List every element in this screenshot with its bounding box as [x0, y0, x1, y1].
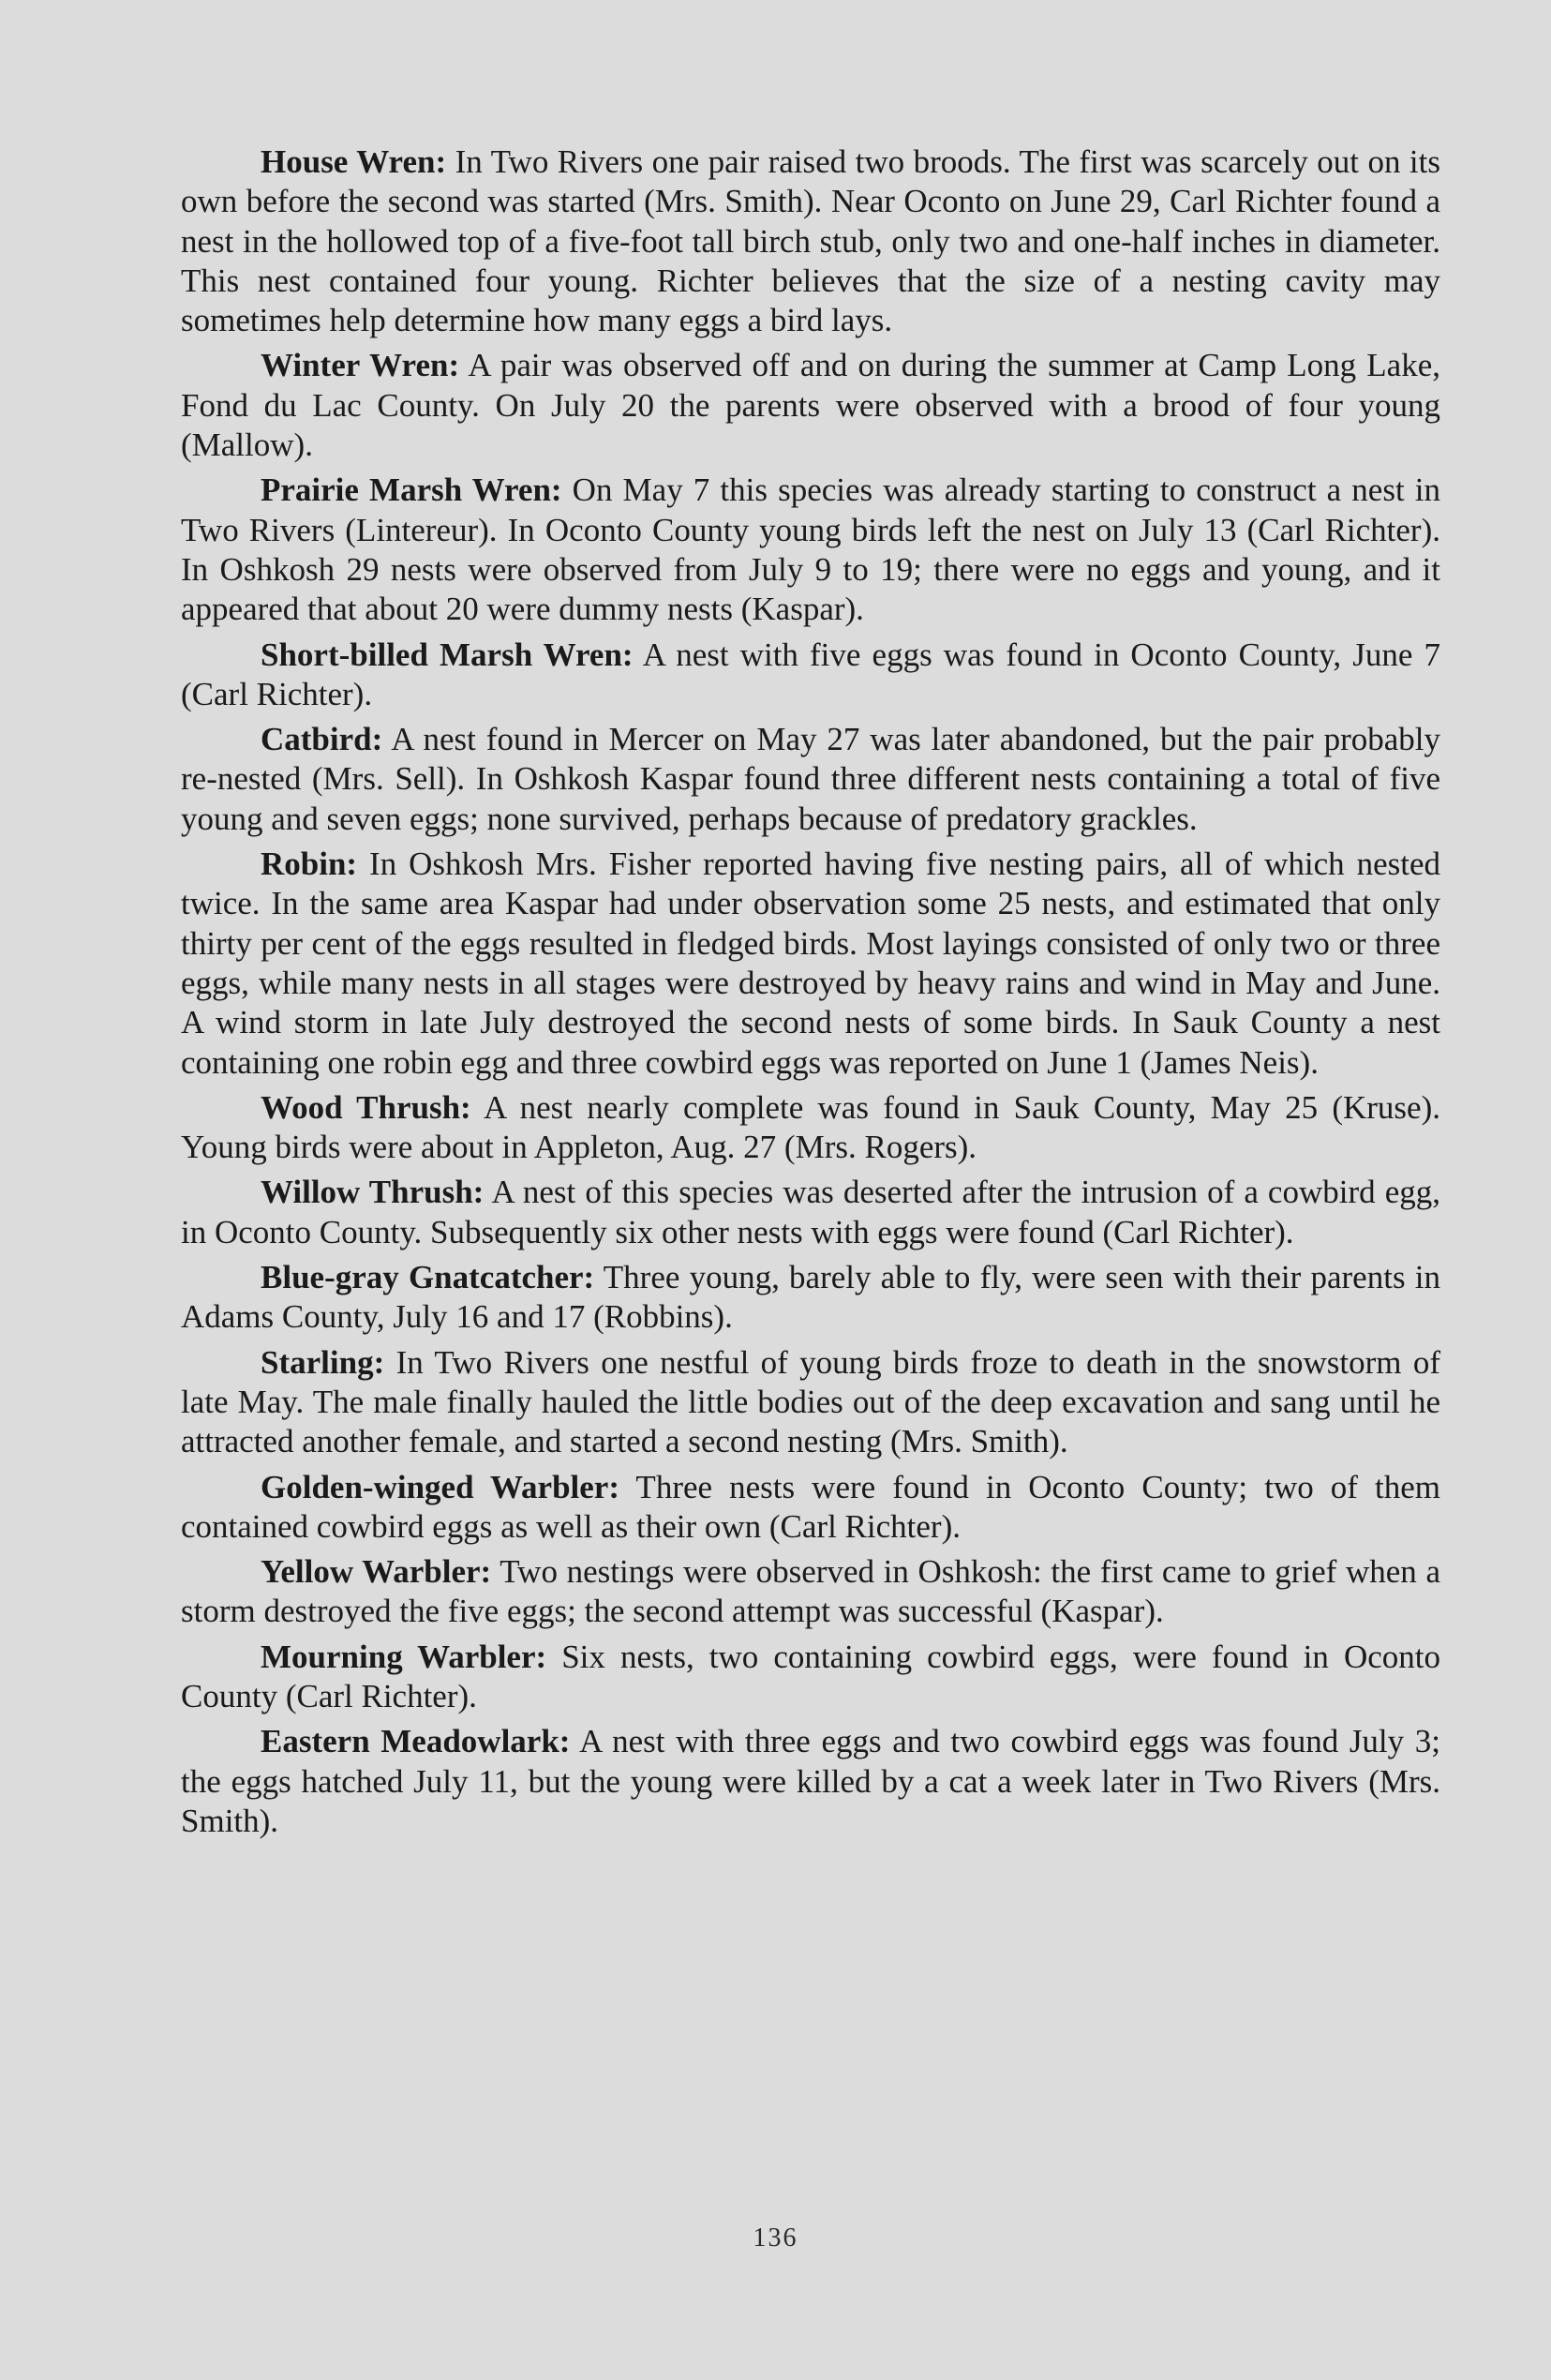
- species-name: House Wren:: [261, 143, 447, 180]
- entry-text: Two nestings were observed in Oshkosh: the first came to grief when a storm destroyed the five eggs; the second attempt was successful (Kaspar).: [181, 1553, 1440, 1630]
- entry-mourning-warbler: [181, 1638, 1440, 1717]
- entry-text: In Two Rivers one pair raised two broods. The first was scarcely out on its own before the second was started (Mrs. Smith). Near Oconto on June 29, Carl Richter found a nest in the hollowed top of a five-foot tall birch stub, only two and one-half inches in diameter. This nest contained four young. Richter believes that the size of a nesting cavity may sometimes help determine how many eggs a bird lays.: [181, 143, 1440, 339]
- body-text: [181, 142, 1440, 1847]
- entry-text: A nest with five eggs was found in Oconto County, June 7 (Carl Richter).: [181, 636, 1440, 712]
- species-name: Willow Thrush:: [261, 1174, 485, 1211]
- entry-text: A pair was observed off and on during the summer at Camp Long Lake, Fond du Lac County. On July 20 the parents were observed with a brood of four young (Mallow).: [181, 347, 1440, 464]
- species-name: Starling:: [261, 1343, 385, 1381]
- entry-starling: [181, 1343, 1440, 1462]
- entry-wood-thrush: [181, 1088, 1440, 1168]
- species-name: Catbird:: [261, 721, 383, 758]
- entry-text: In Two Rivers one nestful of young birds froze to death in the snowstorm of late May. The male finally hauled the little bodies out of the deep excavation and sang until he attracted another female, and started a second nesting (Mrs. Smith).: [181, 1343, 1440, 1460]
- species-name: Winter Wren:: [261, 347, 460, 384]
- entry-text: Six nests, two containing cowbird eggs, were found in Oconto County (Carl Richter).: [181, 1638, 1440, 1714]
- entry-eastern-meadowlark: [181, 1722, 1440, 1841]
- entry-house-wren: [181, 142, 1440, 340]
- page-number: 136: [753, 2223, 798, 2253]
- entry-golden-winged-warbler: [181, 1468, 1440, 1548]
- entry-catbird: [181, 720, 1440, 839]
- entry-willow-thrush: [181, 1173, 1440, 1252]
- entry-text: Three young, barely able to fly, were seen with their parents in Adams County, July 16 and 17 (Robbins).: [181, 1259, 1440, 1336]
- species-name: Mourning Warbler:: [261, 1638, 547, 1675]
- entry-text: A nest of this species was deserted after the intrusion of a cowbird egg, in Oconto County. Subsequently six other nests with eggs were found (Carl Richter).: [181, 1174, 1440, 1250]
- entry-text: A nest nearly complete was found in Sauk County, May 25 (Kruse). Young birds were about in Appleton, Aug. 27 (Mrs. Rogers).: [181, 1088, 1440, 1166]
- entry-text: In Oshkosh Mrs. Fisher reported having five nesting pairs, all of which nested twice. In the same area Kaspar had under observation some 25 nests, and estimated that only thirty per cent of the eggs resulted in fledged birds. Most layings consisted of only two or three eggs, while many nests in all stages were destroyed by heavy rains and wind in May and June. A wind storm in late July destroyed the second nests of some birds. In Sauk County a nest containing one robin egg and three cowbird eggs was reported on June 1 (James Neis).: [181, 846, 1440, 1081]
- species-name: Yellow Warbler:: [261, 1553, 492, 1591]
- species-name: Wood Thrush:: [261, 1088, 471, 1126]
- entry-prairie-marsh-wren: [181, 471, 1440, 629]
- entry-winter-wren: [181, 346, 1440, 465]
- entry-yellow-warbler: [181, 1552, 1440, 1632]
- species-name: Short-billed Marsh Wren:: [261, 636, 634, 673]
- species-name: Eastern Meadowlark:: [261, 1723, 571, 1760]
- entry-text: A nest found in Mercer on May 27 was later abandoned, but the pair probably re-nested (Mrs. Sell). In Oshkosh Kaspar found three different nests containing a total of five young and seven eggs; none survived, perhaps because of predatory grackles.: [181, 721, 1440, 837]
- entry-blue-gray-gnatcatcher: [181, 1258, 1440, 1338]
- entry-short-billed-marsh-wren: [181, 636, 1440, 715]
- species-name: Robin:: [261, 846, 358, 883]
- entry-robin: [181, 845, 1440, 1083]
- species-name: Blue-gray Gnatcatcher:: [261, 1259, 595, 1296]
- entry-text: On May 7 this species was already starting to construct a nest in Two Rivers (Lintereur). In Oconto County young birds left the nest on July 13 (Carl Richter). In Oshkosh 29 nests were observed from July 9 to 19; there were no eggs and young, and it appeared that about 20 were dummy nests (Kaspar).: [181, 472, 1440, 628]
- species-name: Prairie Marsh Wren:: [261, 472, 562, 509]
- entry-text: A nest with three eggs and two cowbird eggs was found July 3; the eggs hatched July 11, but the young were killed by a cat a week later in Two Rivers (Mrs. Smith).: [181, 1723, 1440, 1839]
- entry-text: Three nests were found in Oconto County; two of them contained cowbird eggs as well as their own (Carl Richter).: [181, 1468, 1440, 1545]
- species-name: Golden-winged Warbler:: [261, 1468, 619, 1505]
